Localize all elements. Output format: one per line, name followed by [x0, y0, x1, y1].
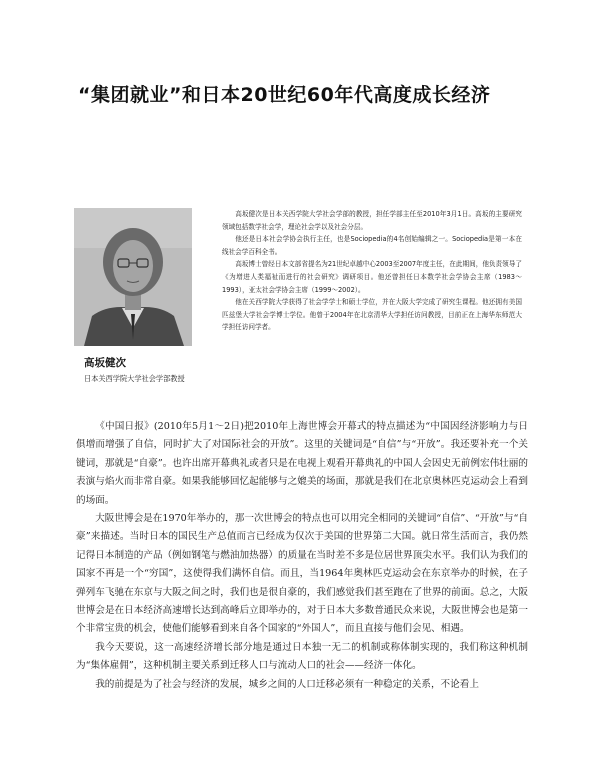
author-portrait-icon: [74, 208, 192, 346]
body-paragraph: 大阪世博会是在1970年举办的，那一次世博会的特点也可以用完全相同的关键词“自信”、“开放”与“自豪”来描述。当时日本的国民生产总值而言已经成为仅次于美国的世界第二大国。就日常生活而言，我仍然记得日本制造的产品（例如钢笔与燃油加热器）的质量在当时差不多是位居世界顶尖水平。我们认为我们的国家不再是一个“穷国”，这使得我们满怀自信。而且，当1964年奥林匹克运动会在东京举办的时候，在子弹列车飞驰在东京与大阪之间之时，我们也是很自豪的，我们感觉我们甚至跑在了世界的前面。总之，大阪世博会是在日本经济高速增长达到高峰后立即举办的，对于日本大多数普通民众来说，大阪世博会也是第一个非常宝贵的机会，使他们能够看到来自各个国家的“外国人”，而且直接与他们会见、相遇。: [76, 513, 528, 635]
body-paragraph: 《中国日报》(2010年5月1～2日)把2010年上海世博会开幕式的特点描述为“中国因经济影响力与日俱增而增强了自信，同时扩大了对国际社会的开放”。这里的关键词是“自信”与“开放”。我还要补充一个关键词，那就是“自豪”。也许出席开幕典礼或者只是在电视上观看开幕典礼的中国人会因史无前例宏伟壮丽的表演与焰火而非常自豪。如果我能够回忆起能够与之媲美的场面，那就是我们在北京奥林匹克运动会上看到的场面。: [76, 421, 528, 506]
article-title: “集团就业”和日本20世纪60年代高度成长经济: [78, 84, 491, 106]
author-photo-icon: [74, 208, 192, 346]
bio-paragraph: 他在关西学院大学获得了社会学学士和硕士学位，并在大阪大学完成了研究生课程。他还拥有美国匹兹堡大学社会学博士学位。他曾于2004年在北京清华大学担任访问教授，目前正在上海华东师范大学担任访问学者。: [222, 298, 522, 332]
body-paragraph: 我今天要说，这一高速经济增长部分地是通过日本独一无二的机制或称体制实现的，我们称这种机制为“集体雇佣”，这种机制主要关系到迁移人口与流动人口的社会——经济一体化。: [76, 641, 528, 672]
article-body: [76, 418, 528, 694]
bio-paragraph: 高坂博士曾经日本文部省提名为21世纪卓越中心2003至2007年度主任，在此期间，他负责领导了《为增进人类福祉而进行的社会研究》调研项目。他还曾担任日本数学社会学协会主席（1983～1993），亚太社会学协会主席（1999～2002）。: [222, 260, 522, 294]
bio-paragraph: 他还是日本社会学协会执行主任，也是Sociopedia的4名创始编辑之一。Sociopedia是第一本在线社会学百科全书。: [222, 235, 522, 256]
body-paragraph: 我的前提是为了社会与经济的发展，城乡之间的人口迁移必须有一种稳定的关系，不论看上: [95, 678, 479, 690]
author-name: 高坂健次: [84, 357, 126, 369]
author-bio: [222, 208, 522, 334]
author-affiliation: 日本关西学院大学社会学部教授: [84, 374, 185, 383]
bio-paragraph: 高坂健次是日本关西学院大学社会学部的教授，担任学部主任至2010年3月1日。高坂的主要研究领域包括数学社会学，理论社会学以及社会分层。: [222, 210, 522, 231]
